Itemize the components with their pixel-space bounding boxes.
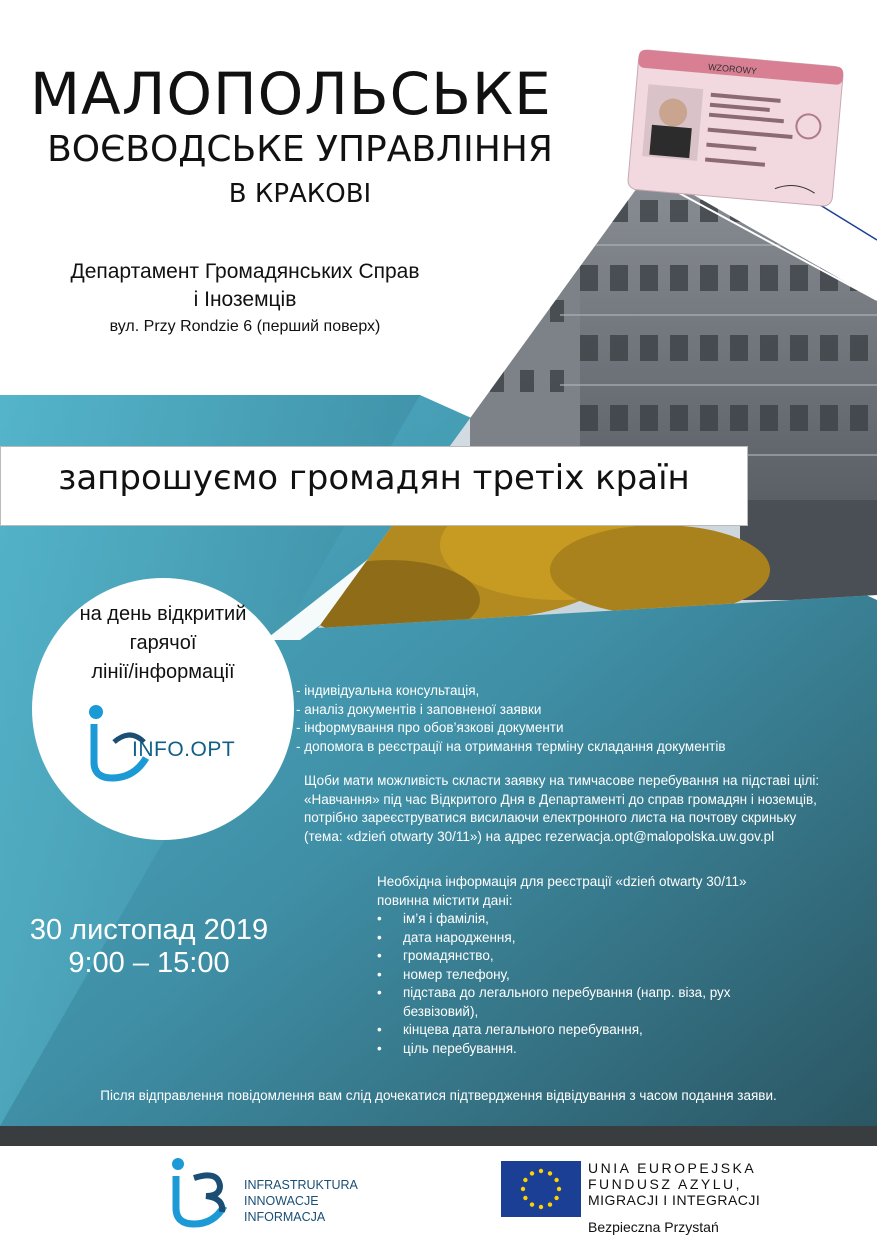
services-list	[296, 682, 866, 756]
bullet: •	[377, 948, 382, 963]
footer-band	[0, 1126, 877, 1146]
list-item: - інформування про обов’язкові документи	[296, 720, 564, 735]
list-item: - допомога в реєстрації на отримання терміну складання документів	[296, 738, 726, 754]
list-item: • кінцева дата легального перебування,	[377, 1021, 857, 1040]
bullet: •	[377, 911, 382, 926]
list-item: • громадянство,	[377, 947, 857, 966]
i3-logo-icon	[168, 1156, 240, 1230]
registration-info	[377, 873, 857, 1058]
info-opt-logo-text: INFO.OPT	[132, 738, 236, 761]
bullet: •	[377, 929, 382, 945]
bullet: •	[377, 1022, 382, 1037]
list-item: • ціль перебування.	[377, 1040, 857, 1059]
eu-fund-tagline: Bezpieczna Przystań	[588, 1219, 719, 1235]
circle-line2: гарячої	[129, 632, 197, 654]
page-subtitle-city: В КРАКОВІ	[228, 179, 372, 209]
registration-heading-cont: повинна містити дані:	[377, 892, 513, 908]
department-name-cont: і Іноземців	[193, 288, 297, 311]
list-item: - індивідуальна консультація,	[296, 683, 480, 698]
event-date: 30 листопад 2019	[29, 914, 269, 946]
card-label: WZOROWY	[707, 61, 758, 77]
eu-fund-text: UNIA EUROPEJSKA FUNDUSZ AZYLU, MIGRACJI I INTEGRACJI	[588, 1160, 761, 1208]
event-time: 9:00 – 15:00	[68, 947, 230, 979]
application-paragraph	[304, 772, 874, 846]
footnote: Після відправлення повідомлення вам слід дочекатися підтвердження відвідування з часом подання заяви.	[100, 1088, 777, 1103]
list-item: • дата народження,	[377, 929, 857, 948]
paragraph-line: (тема: «dzień otwarty 30/11») на адрес rezerwacja.opt@malopolska.uw.gov.pl	[304, 828, 775, 844]
page-subtitle: ВОЄВОДСЬКЕ УПРАВЛІННЯ	[47, 129, 553, 170]
eu-flag-icon	[501, 1161, 581, 1217]
list-item: • підстава до легального перебування (напр. віза, рух	[377, 984, 857, 1003]
circle-line3: лінії/інформації	[91, 661, 235, 683]
page-title: МАЛОПОЛЬСЬКЕ	[30, 60, 552, 128]
department-name: Департамент Громадянських Справ	[70, 260, 420, 283]
paragraph-line: Щоби мати можливість скласти заявку на тимчасове перебування на підставі цілі:	[304, 773, 820, 788]
registration-heading: Необхідна інформація для реєстрації «dzień otwarty 30/11»	[377, 874, 747, 889]
paragraph-line: «Навчання» під час Відкритого Дня в Департаменті до справ громадян і ноземців,	[304, 791, 817, 807]
list-item-continuation: безвізовий),	[403, 1003, 479, 1019]
list-item: - аналіз документів і заповненої заявки	[296, 701, 542, 717]
department-address: вул. Przy Rondzie 6 (перший поверх)	[109, 318, 381, 335]
circle-line1: на день відкритий	[79, 603, 247, 625]
invitation-text: запрошуємо громадян третіх країн	[58, 458, 690, 498]
bullet: •	[377, 985, 382, 1000]
bullet: •	[377, 1040, 382, 1056]
list-item: • номер телефону,	[377, 966, 857, 985]
i3-logo-text: INFRASTRUKTURA INNOWACJE INFORMACJA	[244, 1178, 358, 1224]
circle-text	[40, 600, 286, 687]
bullet: •	[377, 966, 382, 982]
paragraph-line: потрібно зареєструватися висилаючи електронного листа на почтову скриньку	[304, 810, 797, 825]
list-item: • ім’я і фамілія,	[377, 910, 857, 929]
